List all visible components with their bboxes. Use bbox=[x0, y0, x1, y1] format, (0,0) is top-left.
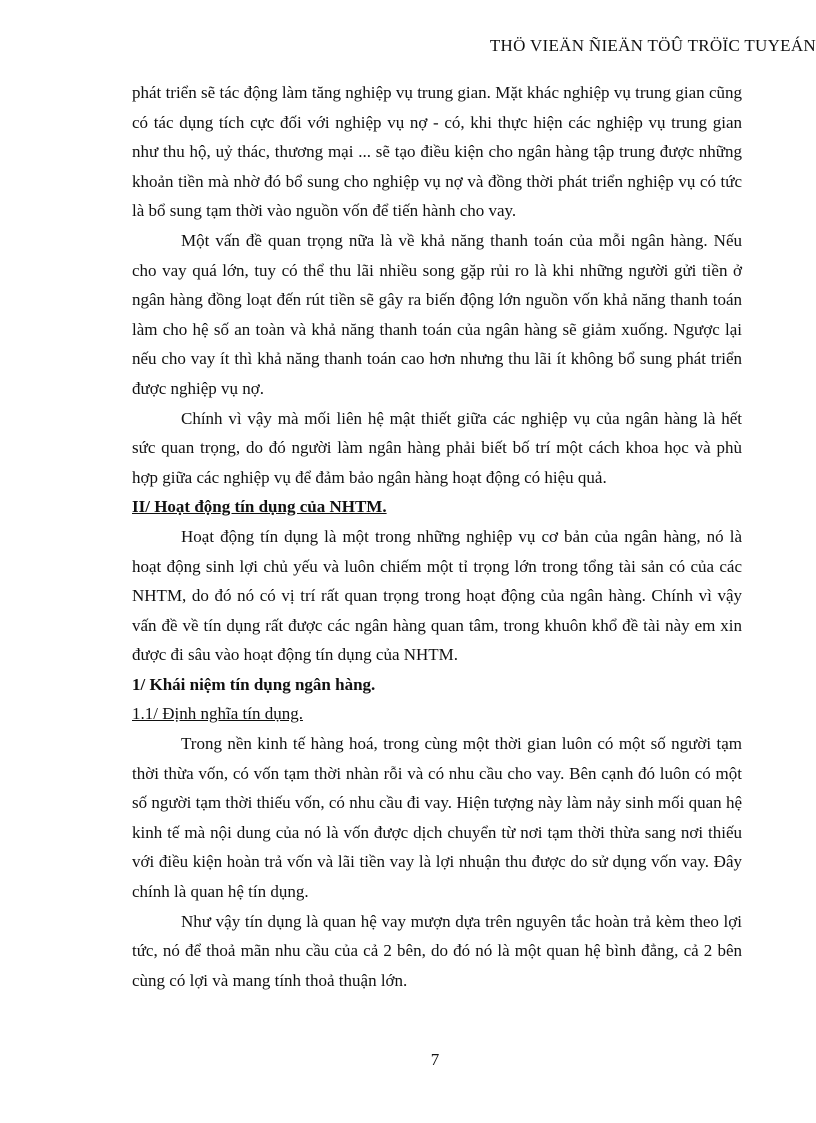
document-body bbox=[132, 78, 742, 995]
paragraph-credit-summary: Như vậy tín dụng là quan hệ vay mượn dựa trên nguyên tắc hoàn trả kèm theo lợi tức, nó để thoả mãn nhu cầu của cả 2 bên, do đó nó là một quan hệ bình đẳng, cả 2 bên cùng có lợi và mang tính thoả thuận lớn. bbox=[132, 911, 742, 990]
definition-heading-text: 1.1/ Định nghĩa tín dụng. bbox=[132, 704, 303, 724]
page-number: 7 bbox=[430, 1050, 440, 1069]
paragraph-intermediary-operations: phát triển sẽ tác động làm tăng nghiệp vụ trung gian. Mặt khác nghiệp vụ trung gian cũng có tác dụng tích cực đối với nghiệp vụ nợ - có, khi thực hiện các nghiệp vụ trung gian như thu hộ, uỷ thác, thương mại ... sẽ tạo điều kiện cho ngân hàng tập trung được những khoản tiền mà nhờ đó bổ sung cho nghiệp vụ nợ và đồng thời phát triển nghiệp vụ có tức là bổ sung tạm thời vào nguồn vốn để tiến hành cho vay. bbox=[132, 83, 742, 221]
paragraph-credit-activities: Hoạt động tín dụng là một trong những nghiệp vụ cơ bản của ngân hàng, nó là hoạt động sinh lợi chủ yếu và luôn chiếm một tỉ trọng lớn trong tổng tài sản có của các NHTM, do đó nó có vị trí rất quan trọng trong hoạt động của ngân hàng. Chính vì vậy vấn đề về tín dụng rất được các ngân hàng quan tâm, trong khuôn khổ đề tài này em xin được đi sâu vào hoạt động tín dụng của NHTM. bbox=[132, 526, 742, 665]
subsection-heading-credit-concept: 1/ Khái niệm tín dụng ngân hàng. bbox=[132, 674, 376, 694]
section-heading-credit-activities: II/ Hoạt động tín dụng của NHTM. bbox=[132, 497, 387, 517]
subsection-heading-credit-definition bbox=[132, 699, 742, 729]
paragraph-liquidity: Một vấn đề quan trọng nữa là về khả năng thanh toán của mỗi ngân hàng. Nếu cho vay quá lớn, tuy có thể thu lãi nhiều song gặp rủi ro là khi những người gửi tiền ở ngân hàng đồng loạt đến rút tiền sẽ gây ra biến động lớn nguồn vốn khả năng thanh toán làm cho hệ số an toàn và khả năng thanh toán của ngân hàng sẽ giảm xuống. Ngược lại nếu cho vay ít thì khả năng thanh toán cao hơn nhưng thu lãi ít không bổ sung phát triển được nghiệp vụ nợ. bbox=[132, 230, 742, 398]
page-header: THÖ VIEÄN ÑIEÄN TÖÛ TRÖÏC TUYEÁN bbox=[489, 36, 816, 55]
paragraph-credit-definition: Trong nền kinh tế hàng hoá, trong cùng một thời gian luôn có một số người tạm thời thừa vốn, có vốn tạm thời nhàn rỗi và có nhu cầu cho vay. Bên cạnh đó luôn có một số người tạm thời thiếu vốn, có nhu cầu đi vay. Hiện tượng này làm nảy sinh mối quan hệ kinh tế mà nội dung của nó là vốn được dịch chuyển từ nơi tạm thời thừa sang nơi thiếu với điều kiện hoàn trả vốn và lãi tiền vay là lợi nhuận thu được do sử dụng vốn vay. Đây chính là quan hệ tín dụng. bbox=[132, 734, 742, 902]
paragraph-relationship: Chính vì vậy mà mối liên hệ mật thiết giữa các nghiệp vụ của ngân hàng là hết sức quan trọng, do đó người làm ngân hàng phải biết bố trí một cách khoa học và phù hợp giữa các nghiệp vụ để đảm bảo ngân hàng hoạt động có hiệu quả. bbox=[132, 408, 742, 487]
